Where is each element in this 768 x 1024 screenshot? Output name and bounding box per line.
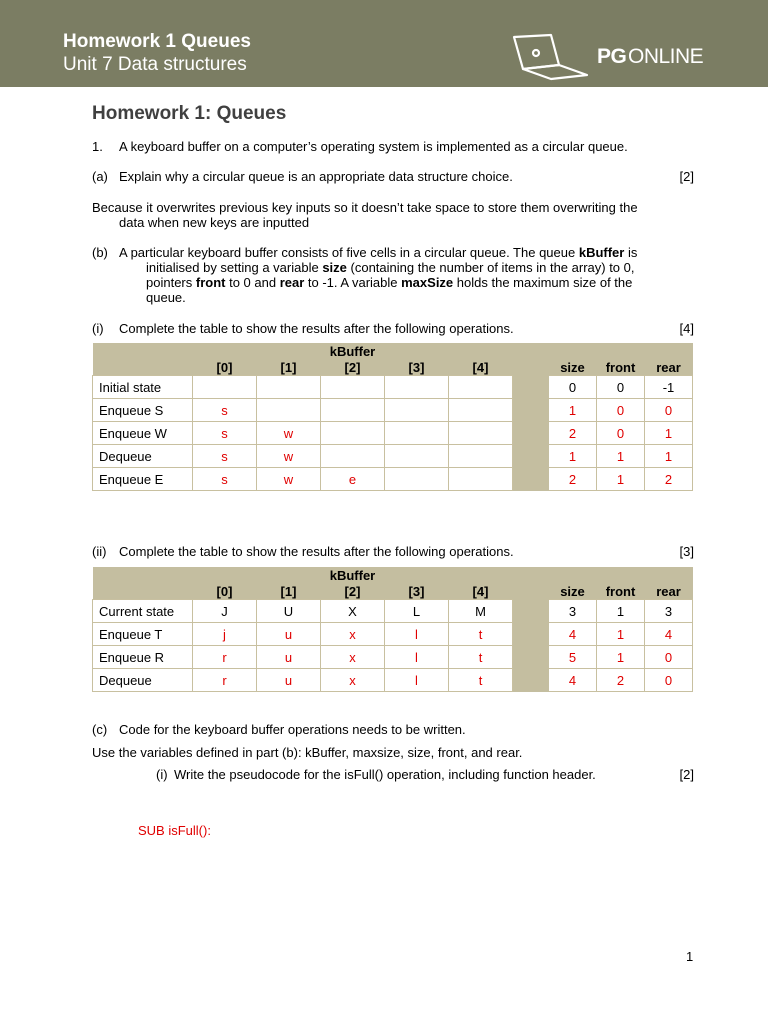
- buffer-cell-4: t: [449, 669, 513, 692]
- buffer-cell-0: J: [193, 600, 257, 623]
- qbii-marks: [3]: [679, 544, 694, 559]
- qa-answer-line1: Because it overwrites previous key inputs so it doesn’t take space to store them overwriting the: [92, 200, 638, 215]
- table-row: [93, 646, 693, 669]
- qbi-label: (i): [92, 321, 104, 336]
- front-cell: 0: [597, 422, 645, 445]
- column-header-c3: [3]: [385, 359, 449, 376]
- buffer-cell-4: [449, 445, 513, 468]
- spacer-cell: [513, 399, 549, 422]
- buffer-cell-1: w: [257, 422, 321, 445]
- qbii-label: (ii): [92, 544, 107, 559]
- buffer-cell-3: [385, 422, 449, 445]
- column-header-c3: [3]: [385, 583, 449, 600]
- header-blank: [513, 359, 549, 376]
- size-cell: 3: [549, 600, 597, 623]
- qb-line3: pointers front to 0 and rear to -1. A variable maxSize holds the maximum size of the: [146, 275, 633, 290]
- buffer-cell-4: [449, 376, 513, 399]
- buffer-cell-2: X: [321, 600, 385, 623]
- buffer-cell-1: w: [257, 468, 321, 491]
- size-cell: 2: [549, 468, 597, 491]
- table-header-title-row: [93, 343, 693, 359]
- size-cell: 5: [549, 646, 597, 669]
- table-row: [93, 600, 693, 623]
- buffer-cell-2: [321, 376, 385, 399]
- buffer-cell-0: r: [193, 646, 257, 669]
- buffer-cell-4: [449, 422, 513, 445]
- front-cell: 0: [597, 399, 645, 422]
- spacer-cell: [513, 646, 549, 669]
- rear-cell: 0: [645, 646, 693, 669]
- logo-text-pg: PG: [597, 45, 627, 68]
- buffer-cell-1: u: [257, 623, 321, 646]
- kbuffer-header: kBuffer: [193, 567, 513, 583]
- page-number: 1: [686, 949, 694, 964]
- header-blank: [93, 359, 193, 376]
- column-header-c0: [0]: [193, 359, 257, 376]
- column-header-c4: [4]: [449, 359, 513, 376]
- spacer-cell: [513, 623, 549, 646]
- buffer-cell-0: r: [193, 669, 257, 692]
- header-subtitle: Unit 7 Data structures: [63, 54, 247, 75]
- table-header-row: [93, 583, 693, 600]
- row-label: Dequeue: [93, 445, 193, 468]
- qci-label: (i): [156, 767, 168, 782]
- buffer-cell-3: [385, 376, 449, 399]
- buffer-cell-2: [321, 445, 385, 468]
- spacer-cell: [513, 669, 549, 692]
- qc-line2: Use the variables defined in part (b): kBuffer, maxsize, size, front, and rear.: [92, 745, 523, 760]
- row-label: Enqueue T: [93, 623, 193, 646]
- pg-online-logo: [511, 33, 721, 81]
- answer-code: SUB isFull():: [138, 823, 211, 838]
- front-cell: 1: [597, 468, 645, 491]
- header-blank: [93, 583, 193, 600]
- column-header-rear: rear: [645, 359, 693, 376]
- column-header-c1: [1]: [257, 359, 321, 376]
- buffer-cell-2: x: [321, 646, 385, 669]
- buffer-cell-2: [321, 399, 385, 422]
- rear-cell: 3: [645, 600, 693, 623]
- rear-cell: 0: [645, 669, 693, 692]
- buffer-cell-3: l: [385, 623, 449, 646]
- row-label: Dequeue: [93, 669, 193, 692]
- spacer-cell: [513, 445, 549, 468]
- buffer-cell-3: [385, 468, 449, 491]
- qa-text: Explain why a circular queue is an appropriate data structure choice.: [119, 169, 513, 184]
- buffer-cell-3: l: [385, 669, 449, 692]
- size-cell: 4: [549, 623, 597, 646]
- rear-cell: 1: [645, 422, 693, 445]
- size-cell: 4: [549, 669, 597, 692]
- buffer-cell-1: [257, 399, 321, 422]
- size-cell: 2: [549, 422, 597, 445]
- column-header-c4: [4]: [449, 583, 513, 600]
- q1-text: A keyboard buffer on a computer’s operating system is implemented as a circular queue.: [119, 139, 628, 154]
- column-header-front: front: [597, 583, 645, 600]
- qa-marks: [2]: [679, 169, 694, 184]
- buffer-cell-0: s: [193, 445, 257, 468]
- buffer-cell-1: [257, 376, 321, 399]
- buffer-cell-0: s: [193, 399, 257, 422]
- header-title: Homework 1 Queues: [63, 31, 251, 52]
- front-cell: 0: [597, 376, 645, 399]
- kbuffer-table-2: [92, 567, 693, 692]
- front-cell: 1: [597, 623, 645, 646]
- qa-label: (a): [92, 169, 108, 184]
- column-header-c1: [1]: [257, 583, 321, 600]
- buffer-cell-3: [385, 445, 449, 468]
- column-header-size: size: [549, 583, 597, 600]
- qb-line1: A particular keyboard buffer consists of five cells in a circular queue. The queue kBuffer is: [119, 245, 638, 260]
- table-row: [93, 623, 693, 646]
- qci-marks: [2]: [679, 767, 694, 782]
- front-cell: 1: [597, 646, 645, 669]
- table-row: [93, 399, 693, 422]
- buffer-cell-4: [449, 399, 513, 422]
- qc-text: Code for the keyboard buffer operations needs to be written.: [119, 722, 466, 737]
- header-blank: [513, 583, 549, 600]
- column-header-c2: [2]: [321, 583, 385, 600]
- buffer-cell-3: L: [385, 600, 449, 623]
- column-header-c2: [2]: [321, 359, 385, 376]
- column-header-size: size: [549, 359, 597, 376]
- header-blank: [93, 343, 193, 359]
- rear-cell: -1: [645, 376, 693, 399]
- size-cell: 1: [549, 445, 597, 468]
- buffer-cell-1: U: [257, 600, 321, 623]
- page-header: [0, 0, 768, 87]
- row-label: Enqueue W: [93, 422, 193, 445]
- row-label: Enqueue S: [93, 399, 193, 422]
- buffer-cell-4: t: [449, 646, 513, 669]
- spacer-cell: [513, 600, 549, 623]
- page-heading: Homework 1: Queues: [92, 103, 287, 124]
- buffer-cell-2: x: [321, 623, 385, 646]
- buffer-cell-4: t: [449, 623, 513, 646]
- front-cell: 1: [597, 600, 645, 623]
- qbi-marks: [4]: [679, 321, 694, 336]
- buffer-cell-4: M: [449, 600, 513, 623]
- qbi-text: Complete the table to show the results after the following operations.: [119, 321, 514, 336]
- header-blank: [513, 567, 693, 583]
- buffer-cell-1: w: [257, 445, 321, 468]
- rear-cell: 1: [645, 445, 693, 468]
- buffer-cell-1: u: [257, 646, 321, 669]
- size-cell: 0: [549, 376, 597, 399]
- qa-answer-line2: data when new keys are inputted: [119, 215, 310, 230]
- front-cell: 1: [597, 445, 645, 468]
- qb-label: (b): [92, 245, 108, 260]
- rear-cell: 4: [645, 623, 693, 646]
- row-label: Enqueue E: [93, 468, 193, 491]
- kbuffer-header: kBuffer: [193, 343, 513, 359]
- q1-number: 1.: [92, 139, 103, 154]
- qb-line4: queue.: [146, 290, 186, 305]
- buffer-cell-0: s: [193, 422, 257, 445]
- table-header-title-row: [93, 567, 693, 583]
- table-row: [93, 669, 693, 692]
- header-blank: [513, 343, 693, 359]
- table-row: [93, 422, 693, 445]
- row-label: Enqueue R: [93, 646, 193, 669]
- size-cell: 1: [549, 399, 597, 422]
- buffer-cell-3: [385, 399, 449, 422]
- header-blank: [93, 567, 193, 583]
- qc-label: (c): [92, 722, 108, 737]
- table-header-row: [93, 359, 693, 376]
- buffer-cell-0: s: [193, 468, 257, 491]
- column-header-c0: [0]: [193, 583, 257, 600]
- buffer-cell-4: [449, 468, 513, 491]
- kbuffer-table-1: [92, 343, 693, 491]
- spacer-cell: [513, 422, 549, 445]
- table-row: [93, 376, 693, 399]
- qci-text: Write the pseudocode for the isFull() operation, including function header.: [174, 767, 596, 782]
- logo-text-online: ONLINE: [628, 45, 704, 68]
- buffer-cell-2: [321, 422, 385, 445]
- spacer-cell: [513, 468, 549, 491]
- buffer-cell-3: l: [385, 646, 449, 669]
- column-header-front: front: [597, 359, 645, 376]
- qbii-text: Complete the table to show the results after the following operations.: [119, 544, 514, 559]
- spacer-cell: [513, 376, 549, 399]
- buffer-cell-2: x: [321, 669, 385, 692]
- buffer-cell-1: u: [257, 669, 321, 692]
- front-cell: 2: [597, 669, 645, 692]
- buffer-cell-0: j: [193, 623, 257, 646]
- rear-cell: 0: [645, 399, 693, 422]
- buffer-cell-0: [193, 376, 257, 399]
- row-label: Initial state: [93, 376, 193, 399]
- table-row: [93, 445, 693, 468]
- rear-cell: 2: [645, 468, 693, 491]
- qb-line2: initialised by setting a variable size (containing the number of items in the array) to 0,: [146, 260, 635, 275]
- row-label: Current state: [93, 600, 193, 623]
- table-row: [93, 468, 693, 491]
- laptop-icon: [511, 33, 591, 81]
- column-header-rear: rear: [645, 583, 693, 600]
- buffer-cell-2: e: [321, 468, 385, 491]
